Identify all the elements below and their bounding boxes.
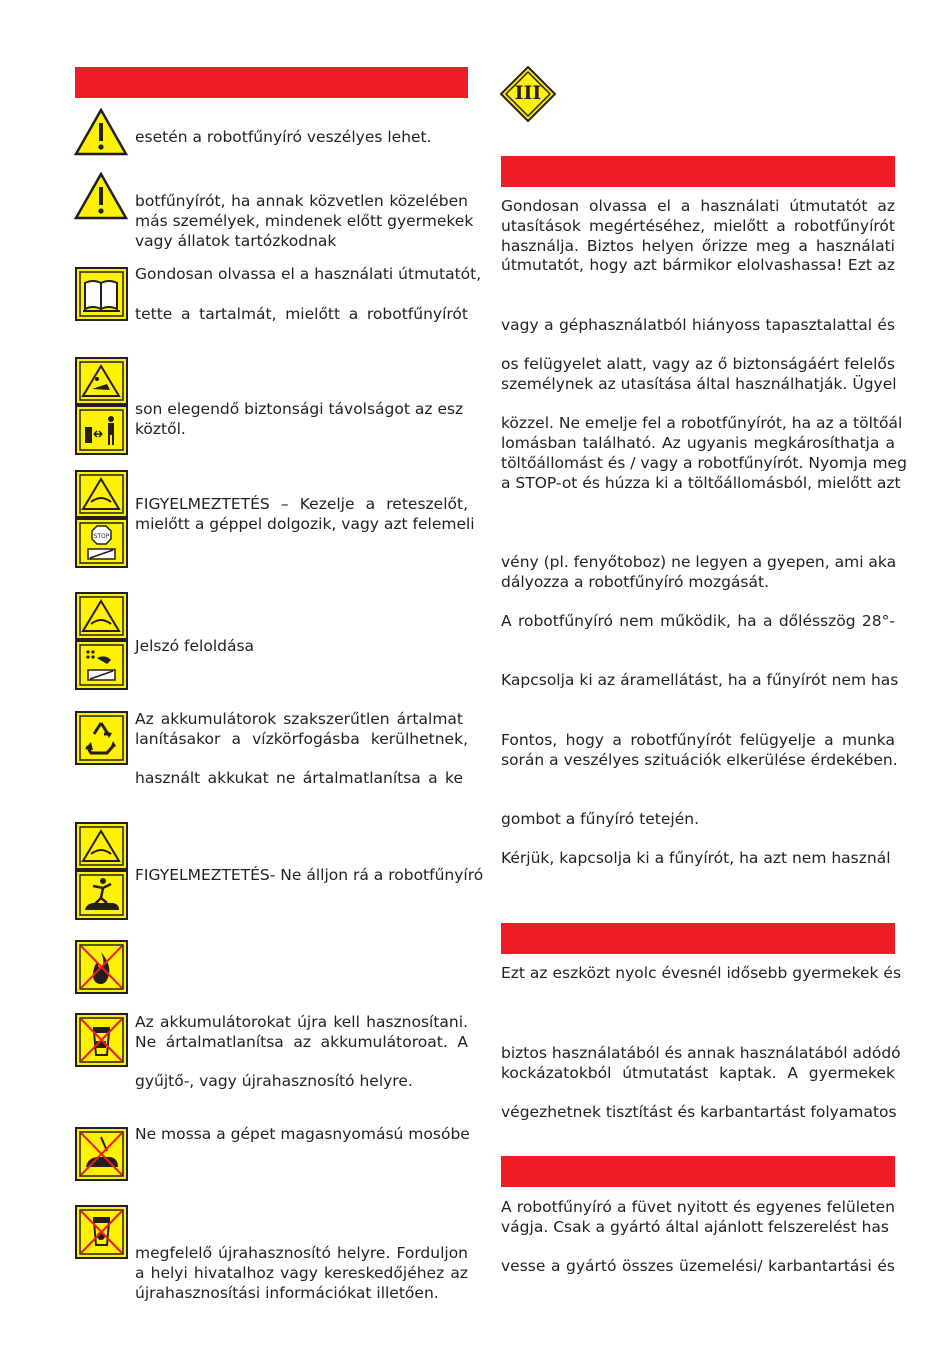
- text-line: használja. Biztos helyen őrizze meg a használati: [501, 237, 895, 255]
- keypad-password-icon: [75, 640, 128, 690]
- text-line: FIGYELMEZTETÉS- Ne álljon rá a robotfűnyíró: [135, 866, 484, 884]
- left-section-header-bar: [75, 67, 468, 98]
- text-line: újrahasznosítási információkat illetően.: [135, 1284, 439, 1302]
- warning-triangle-icon: [74, 108, 128, 156]
- text-line: biztos használatából és annak használatából adódó: [501, 1044, 901, 1062]
- text-line: köztől.: [135, 420, 186, 438]
- text-line: vesse a gyártó összes üzemelési/ karbantartási és: [501, 1257, 895, 1275]
- recycle-icon: [75, 711, 128, 765]
- text-line: dályozza a robotfűnyíró mozgását.: [501, 573, 769, 591]
- text-line: utasítások megértéséhez, mielőtt a robotfűnyírót: [501, 217, 895, 235]
- text-line: A robotfűnyíró nem működik, ha a dőlésszög 28°-: [501, 612, 895, 630]
- text-line: során a veszélyes szituációk elkerülése érdekében.: [501, 751, 898, 769]
- class-iii-diamond-icon: [500, 66, 556, 122]
- right-section-header-bar-1: [501, 156, 895, 187]
- thrown-objects-warning-icon: [75, 357, 128, 405]
- text-line: son elegendő biztonsági távolságot az esz: [135, 400, 464, 418]
- no-fire-icon: [75, 940, 128, 994]
- text-line: FIGYELMEZTETÉS – Kezelje a reteszelőt,: [135, 495, 468, 513]
- crossed-bin-battery-icon: [75, 1013, 128, 1067]
- right-section-header-bar-3: [501, 1156, 895, 1187]
- crossed-bin-icon: [75, 1205, 128, 1259]
- text-line: Ne mossa a gépet magasnyomású mosóbe: [135, 1125, 470, 1143]
- text-line: Ezt az eszközt nyolc évesnél idősebb gyermekek és: [501, 964, 902, 982]
- safe-distance-icon: [75, 405, 128, 455]
- text-line: végezhetnek tisztítást és karbantartást folyamatos: [501, 1103, 897, 1121]
- stop-button-icon: [75, 518, 128, 568]
- text-line: útmutatót, hogy azt bármikor elolvashassa! Ezt az: [501, 256, 895, 274]
- text-line: a STOP-ot és húzza ki a töltőállomásból, mielőtt azt: [501, 474, 901, 492]
- text-line: Gondosan olvassa el a használati útmutatót,: [135, 265, 482, 283]
- text-line: A robotfűnyíró a füvet nyitott és egyenes felületen: [501, 1198, 895, 1216]
- text-line: vágja. Csak a gyártó által ajánlott felszerelést has: [501, 1218, 889, 1236]
- text-line: Fontos, hogy a robotfűnyírót felügyelje a munka: [501, 731, 895, 749]
- read-manual-icon: [75, 267, 128, 321]
- text-line: Gondosan olvassa el a használati útmutatót az: [501, 197, 895, 215]
- blade-warning-icon: [75, 822, 128, 870]
- text-line: gyűjtő-, vagy újrahasznosító helyre.: [135, 1072, 413, 1090]
- text-line: kockázatokból útmutatást kaptak. A gyermekek: [501, 1064, 895, 1082]
- text-line: Kapcsolja ki az áramellátást, ha a fűnyírót nem has: [501, 671, 899, 689]
- text-line: használt akkukat ne ártalmatlanítsa a ke: [135, 769, 463, 787]
- text-line: os felügyelet alatt, vagy az ő biztonságáért felelős: [501, 355, 895, 373]
- text-line: közzel. Ne emelje fel a robotfűnyírót, ha az a töltőál: [501, 414, 903, 432]
- text-line: Az akkumulátorok szakszerűtlen ártalmat: [135, 710, 463, 728]
- text-line: lanításakor a vízkörfogásba kerülhetnek,: [135, 730, 468, 748]
- text-line: Kérjük, kapcsolja ki a fűnyírót, ha azt nem használ: [501, 849, 891, 867]
- class-badge-label: III: [514, 82, 542, 104]
- text-line: esetén a robotfűnyíró veszélyes lehet.: [135, 128, 432, 146]
- no-pressure-wash-icon: [75, 1127, 128, 1181]
- text-line: tette a tartalmát, mielőtt a robotfűnyírót: [135, 305, 468, 323]
- warning-triangle-icon: [74, 172, 128, 220]
- blade-warning-icon: [75, 470, 128, 518]
- text-line: más személyek, mindenek előtt gyermekek: [135, 212, 474, 230]
- right-section-header-bar-2: [501, 923, 895, 954]
- text-line: vény (pl. fenyőtoboz) ne legyen a gyepen, ami aka: [501, 553, 897, 571]
- text-line: Az akkumulátorokat újra kell hasznosítani.: [135, 1013, 468, 1031]
- text-line: a helyi hivatalhoz vagy kereskedőjéhez az: [135, 1264, 468, 1282]
- text-line: vagy a géphasználatból hiányoss tapasztalattal és: [501, 316, 895, 334]
- text-line: töltőállomást és / vagy a robotfűnyírót. Nyomja meg: [501, 454, 907, 472]
- text-line: Jelszó feloldása: [135, 637, 255, 655]
- blade-warning-icon: [75, 592, 128, 640]
- text-line: megfelelő újrahasznosító helyre. Forduljon: [135, 1244, 468, 1262]
- text-line: vagy állatok tartózkodnak: [135, 232, 337, 250]
- text-line: Ne ártalmatlanítsa az akkumulátoroat. A: [135, 1033, 468, 1051]
- text-line: gombot a fűnyíró tetején.: [501, 810, 700, 828]
- no-standing-on-mower-icon: [75, 870, 128, 920]
- text-line: lomásban található. Az ugyanis megkárosíthatja a: [501, 434, 895, 452]
- svg-text:STOP: STOP: [93, 533, 110, 540]
- text-line: mielőtt a géppel dolgozik, vagy azt felemeli: [135, 515, 475, 533]
- text-line: botfűnyírót, ha annak közvetlen közelében: [135, 192, 468, 210]
- text-line: személynek az utasítása által használhatják. Ügyel: [501, 375, 897, 393]
